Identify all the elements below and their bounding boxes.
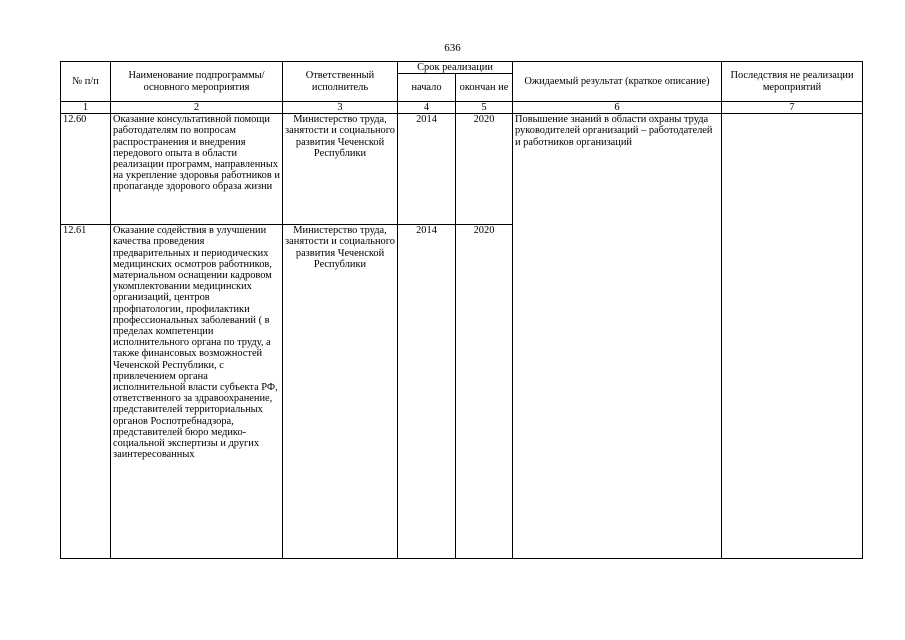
column-number: 3 bbox=[283, 102, 398, 114]
row-name: Оказание консультативной помощи работодателям по вопросам распространения и внедрения передового опыта в области реализации программ, направленных на укрепление здоровья работников и пропаганде здорового образа жизни bbox=[111, 114, 283, 225]
column-number: 7 bbox=[722, 102, 863, 114]
header-result: Ожидаемый результат (краткое описание) bbox=[513, 62, 722, 102]
header-name: Наименование подпрограммы/ основного мероприятия bbox=[111, 62, 283, 102]
row-start: 2014 bbox=[398, 225, 456, 559]
page-number: 636 bbox=[444, 42, 461, 54]
row-name: Оказание содействия в улучшении качества проведения предварительных и периодических медицинских осмотров работников, материальном оснащении кадровом укомплектовании медицинских организаций, центров профпатологии, профилактики профессиональных заболеваний ( в пределах компетенции исполнительного органа по труду, а также финансовых возможностей Чеченской Республики, с привлечением органа исполнительной власти субъекта РФ, ответственного за здравоохранение, представителей территориальных органов Роспотребнадзора, представителей бюро медико-социальной экспертизы и других заинтересованных bbox=[111, 225, 283, 559]
table-row bbox=[61, 114, 863, 225]
column-number: 4 bbox=[398, 102, 456, 114]
activities-table bbox=[60, 61, 863, 559]
column-number: 2 bbox=[111, 102, 283, 114]
header-consequences: Последствия не реализации мероприятий bbox=[722, 62, 863, 102]
row-consequences bbox=[722, 114, 863, 559]
header-num: № п/п bbox=[61, 62, 111, 102]
row-start: 2014 bbox=[398, 114, 456, 225]
row-num: 12.60 bbox=[61, 114, 111, 225]
row-executor: Министерство труда, занятости и социального развития Чеченской Республики bbox=[283, 225, 398, 559]
column-number-row bbox=[61, 102, 863, 114]
header-start: начало bbox=[398, 74, 456, 102]
header-period: Срок реализации bbox=[398, 62, 513, 74]
column-number: 5 bbox=[456, 102, 513, 114]
column-number: 1 bbox=[61, 102, 111, 114]
column-number: 6 bbox=[513, 102, 722, 114]
row-result: Повышение знаний в области охраны труда руководителей организаций – работодателей и работников организаций bbox=[513, 114, 722, 559]
row-end: 2020 bbox=[456, 225, 513, 559]
header-end: окончан ие bbox=[456, 74, 513, 102]
row-num: 12.61 bbox=[61, 225, 111, 559]
row-end: 2020 bbox=[456, 114, 513, 225]
row-executor: Министерство труда, занятости и социального развития Чеченской Республики bbox=[283, 114, 398, 225]
header-executor: Ответственный исполнитель bbox=[283, 62, 398, 102]
